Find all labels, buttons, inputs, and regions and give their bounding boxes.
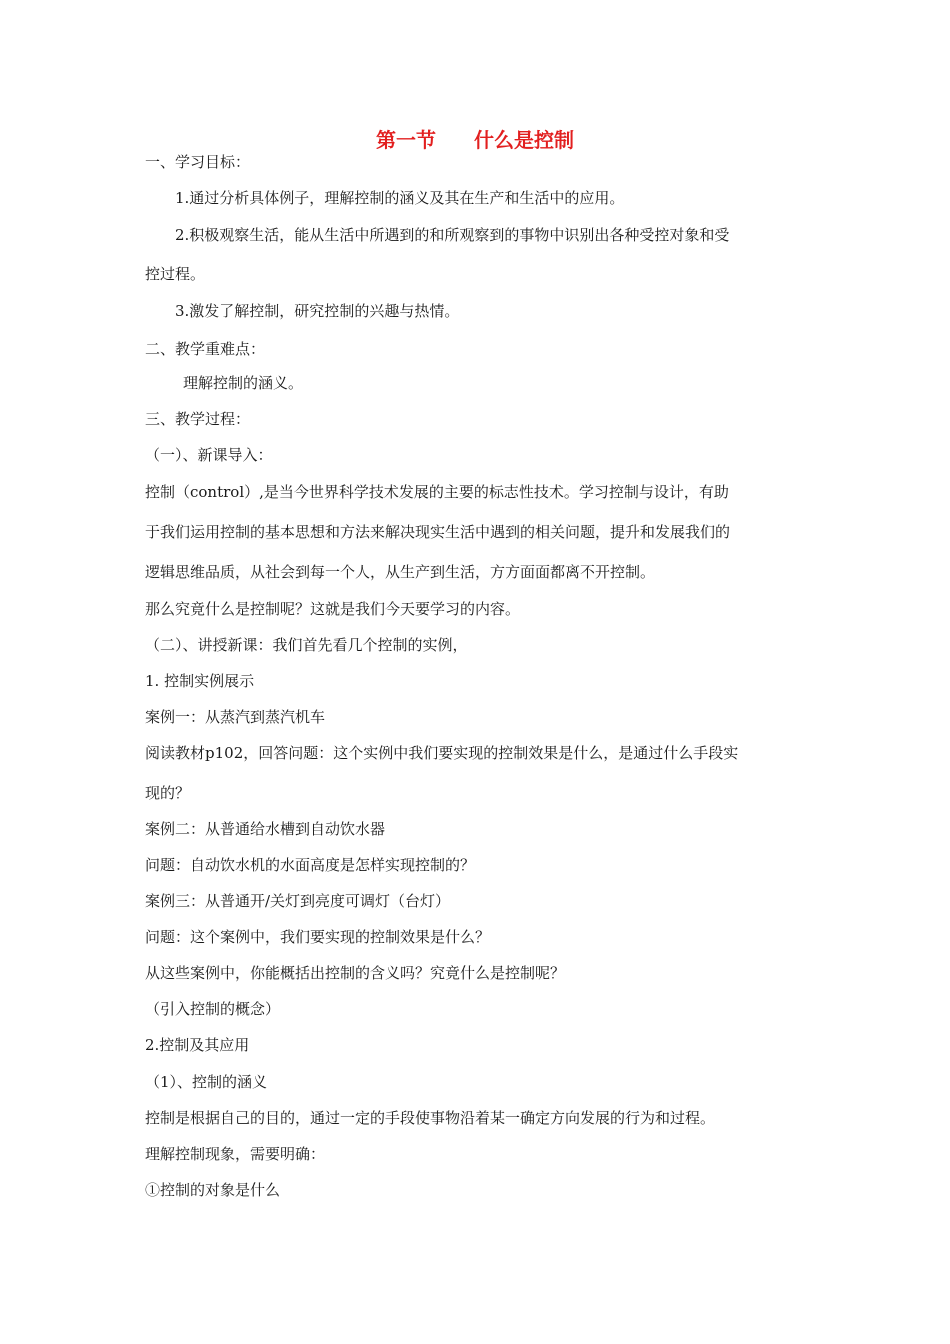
subheading-introduction: （一）、新课导入： [145, 446, 273, 464]
case-1-question-continued: 现的？ [145, 784, 191, 802]
paragraph-line: 控制（control）,是当今世界科学技术发展的主要的标志性技术。学习控制与设计，有助 [145, 483, 729, 501]
title-section-number: 第一节 [376, 128, 436, 152]
concept-intro-note: （引入控制的概念） [145, 1000, 281, 1018]
subheading-new-lesson: （二）、讲授新课：我们首先看几个控制的实例， [145, 636, 468, 654]
goal-3: 3.激发了解控制，研究控制的兴趣与热情。 [175, 302, 460, 320]
understanding-note: 理解控制现象，需要明确： [145, 1145, 326, 1163]
section-examples: 1. 控制实例展示 [145, 672, 255, 690]
case-2-question: 问题：自动饮水机的水面高度是怎样实现控制的？ [145, 856, 476, 874]
heading-teaching-process: 三、教学过程： [145, 410, 251, 428]
page-title [0, 124, 950, 153]
key-point-text: 理解控制的涵义。 [183, 374, 304, 392]
heading-key-points: 二、教学重难点： [145, 340, 266, 358]
summary-question: 从这些案例中，你能概括出控制的含义吗？究竟什么是控制呢？ [145, 964, 566, 982]
list-item-control-object: ①控制的对象是什么 [145, 1181, 281, 1199]
control-definition: 控制是根据自己的目的，通过一定的手段使事物沿着某一确定方向发展的行为和过程。 [145, 1109, 716, 1127]
case-3-title: 案例三：从普通开/关灯到亮度可调灯（台灯） [145, 892, 451, 910]
case-1-question: 阅读教材p102，回答问题：这个实例中我们要实现的控制效果是什么，是通过什么手段实 [145, 744, 739, 762]
paragraph-line: 逻辑思维品质，从社会到每一个人，从生产到生活，方方面面都离不开控制。 [145, 563, 656, 581]
title-topic: 什么是控制 [474, 128, 574, 152]
goal-2-continued: 控过程。 [145, 265, 206, 283]
section-control-application: 2.控制及其应用 [145, 1036, 250, 1054]
paragraph-line: 那么究竟什么是控制呢？这就是我们今天要学习的内容。 [145, 600, 521, 618]
subsection-control-meaning: （1）、控制的涵义 [145, 1073, 268, 1091]
heading-learning-goals: 一、学习目标： [145, 153, 251, 171]
paragraph-line: 于我们运用控制的基本思想和方法来解决现实生活中遇到的相关问题，提升和发展我们的 [145, 523, 731, 541]
case-3-question: 问题：这个案例中，我们要实现的控制效果是什么？ [145, 928, 491, 946]
case-1-title: 案例一：从蒸汽到蒸汽机车 [145, 708, 326, 726]
goal-2: 2.积极观察生活，能从生活中所遇到的和所观察到的事物中识别出各种受控对象和受 [175, 226, 730, 244]
goal-1: 1.通过分析具体例子，理解控制的涵义及其在生产和生活中的应用。 [175, 189, 625, 207]
case-2-title: 案例二：从普通给水槽到自动饮水器 [145, 820, 386, 838]
